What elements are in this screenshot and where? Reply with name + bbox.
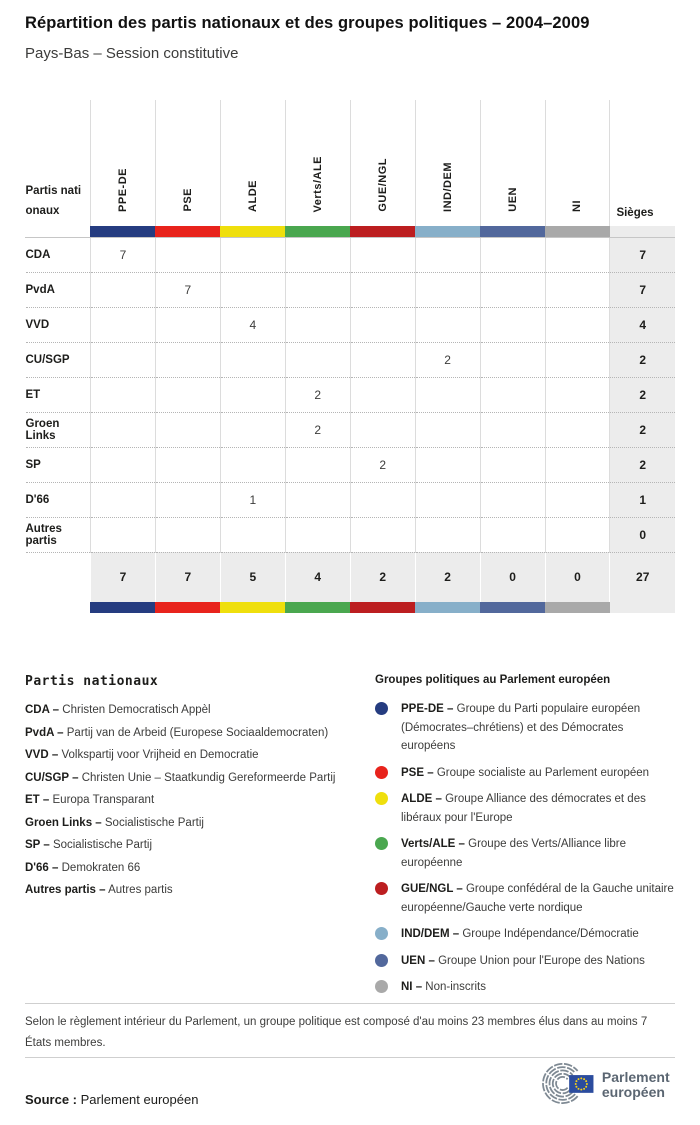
seat-count-cell [545,412,610,447]
seat-count-cell [220,272,285,307]
party-legend-name: Europa Transparant [52,794,155,806]
seat-count-cell [155,377,220,412]
group-color-bar [415,226,480,237]
group-legend-item [375,835,675,872]
seat-count-cell [415,412,480,447]
eu-star [575,1086,577,1088]
bar-row-seats-spacer [610,226,675,237]
party-legend-abbr: ET – [25,794,50,806]
eu-star [578,1088,580,1090]
group-color-bar [350,226,415,237]
color-bar-row-bottom [26,602,676,613]
group-color-bar [350,602,415,613]
seats-header-label: Sièges [616,207,654,219]
source-label: Source : [25,1092,78,1107]
seat-count-cell [415,517,480,552]
eu-star [580,1089,582,1091]
group-legend-desc: Non-inscrits [425,981,487,993]
party-legend-name: Volkspartij voor Vrijheid en Democratie [61,749,259,761]
group-legend-abbr: GUE/NGL – [401,883,463,895]
bar-row-spacer [26,226,91,237]
party-legend-abbr: Groen Links – [25,816,102,829]
table-row [26,342,676,377]
group-color-bar [90,602,155,613]
group-legend-abbr: Verts/ALE – [401,838,465,850]
group-column-label: GUE/NGL [376,158,389,212]
page-subtitle: Pays-Bas – Session constitutive [25,45,239,62]
seat-count-cell [350,377,415,412]
logo-text-line2: européen [601,1084,665,1101]
seat-count-cell [285,482,350,517]
seat-count-cell: 7 [155,272,220,307]
group-legend-abbr: PSE – [401,766,434,779]
legend-section [25,674,675,1005]
seat-count-cell: 7 [90,237,155,272]
national-parties-legend-heading: Partis nationaux [25,674,159,689]
party-legend-abbr: SP – [25,839,50,851]
seat-count-cell [480,447,545,482]
seat-count-cell [285,447,350,482]
seat-count-cell [90,272,155,307]
group-legend-text [401,790,675,827]
source-line [25,1092,198,1107]
european-parliament-logo [525,1062,675,1110]
group-column-label: UEN [506,187,519,212]
group-color-bar [220,226,285,237]
row-axis-label: Partis nationaux [25,185,82,217]
seat-count-cell [350,412,415,447]
group-column-header [155,100,220,226]
group-legend-text [401,880,675,917]
group-legend-text [401,925,639,944]
group-color-dot [375,837,388,850]
party-seats-cell: 0 [610,517,675,552]
party-legend-abbr: CU/SGP – [25,771,79,784]
group-column-header [545,100,610,226]
party-name-cell: D'66 [26,482,91,517]
seat-count-cell [350,237,415,272]
seat-count-cell [545,272,610,307]
seat-count-cell [350,342,415,377]
group-legend-text [401,764,649,783]
seat-count-cell [90,412,155,447]
group-column-label: PPE-DE [116,168,129,212]
group-column-label: NI [571,200,584,212]
seat-count-cell [350,482,415,517]
bar-row-seats-spacer [610,602,675,613]
group-color-dot [375,882,388,895]
party-legend-item [25,837,359,855]
group-color-bar [90,226,155,237]
group-legend-abbr: UEN – [401,954,435,967]
table-row [26,237,676,272]
seat-count-cell [285,342,350,377]
seat-count-cell [220,377,285,412]
seat-count-cell [480,237,545,272]
group-total-cell: 2 [415,552,480,602]
political-groups-legend-heading: Groupes politiques au Parlement européen [375,674,611,686]
group-legend-abbr: IND/DEM – [401,928,460,940]
group-column-label: ALDE [246,180,259,212]
eu-star [575,1080,577,1082]
group-legend-desc: Groupe socialiste au Parlement européen [436,766,650,779]
seat-count-cell [545,307,610,342]
seat-count-cell [285,237,350,272]
seat-count-cell [220,412,285,447]
table-row [26,447,676,482]
seat-count-cell [155,412,220,447]
eu-star [580,1077,582,1079]
party-name-cell: VVD [26,307,91,342]
party-legend-name: Christen Unie – Staatkundig Gereformeerde Partij [81,771,336,784]
seat-count-cell: 2 [285,412,350,447]
footnote: Selon le règlement intérieur du Parlement, un groupe politique est composé d'au moins 23 membres élus dans au moins 7 États membres. [25,1016,648,1049]
group-total-cell: 0 [545,552,610,602]
group-legend-item [375,978,675,997]
table-row [26,307,676,342]
group-color-bar [545,602,610,613]
seat-count-cell [90,307,155,342]
party-seats-cell: 2 [610,447,675,482]
party-legend-abbr: PvdA – [25,726,64,739]
party-legend-item [25,770,359,788]
seat-count-cell [480,307,545,342]
party-seats-cell: 2 [610,342,675,377]
seat-count-cell [90,517,155,552]
eu-star [585,1086,587,1088]
seat-count-cell [480,517,545,552]
group-legend-text [401,978,486,997]
group-total-cell: 7 [90,552,155,602]
party-legend-item [25,702,359,720]
seat-count-cell [415,272,480,307]
seat-count-cell [480,377,545,412]
seat-count-cell [155,447,220,482]
group-total-cell: 2 [350,552,415,602]
group-legend-desc: Groupe Alliance des démocrates et des libéraux pour l'Europe [401,793,646,824]
group-color-bar [545,226,610,237]
group-column-label: Verts/ALE [311,155,324,212]
table-row [26,272,676,307]
group-color-bar [155,602,220,613]
table-total-row [26,552,676,602]
eu-star [583,1088,585,1090]
seat-count-cell [480,412,545,447]
party-seats-cell: 2 [610,412,675,447]
group-legend-item [375,790,675,827]
divider-top [25,1003,675,1004]
party-seats-cell: 7 [610,237,675,272]
seat-count-cell [480,272,545,307]
parliament-hemicycle-icon [525,1062,675,1105]
party-legend-abbr: Autres partis – [25,884,106,896]
party-name-cell: Autres partis [26,517,91,552]
seat-count-cell [545,237,610,272]
group-column-header [415,100,480,226]
seat-count-cell [415,307,480,342]
grand-total-cell: 27 [610,552,675,602]
seat-count-cell [545,447,610,482]
seat-count-cell: 2 [350,447,415,482]
group-color-dot [375,954,388,967]
group-column-header [90,100,155,226]
party-name-cell: Groen Links [26,412,91,447]
group-legend-text [401,700,675,756]
group-legend-text [401,952,645,971]
group-legend-abbr: NI – [401,981,423,993]
seat-count-cell: 4 [220,307,285,342]
table-row [26,377,676,412]
table-row [26,517,676,552]
group-color-bar [220,602,285,613]
group-legend-desc: Groupe du Parti populaire européen (Démocrates–chrétiens) et des Démocrates européens [401,703,641,752]
bar-row-spacer [26,602,91,613]
table-row [26,412,676,447]
seat-count-cell [155,517,220,552]
seat-count-cell [220,447,285,482]
group-legend-desc: Groupe confédéral de la Gauche unitaire européenne/Gauche verte nordique [401,883,674,914]
seat-count-cell [285,307,350,342]
seats-column-header [610,100,675,226]
party-name-cell: CU/SGP [26,342,91,377]
party-legend-name: Socialistische Partij [104,816,204,829]
seat-count-cell [155,482,220,517]
party-name-cell: PvdA [26,272,91,307]
color-bar-row-top [26,226,676,237]
seat-count-cell [155,237,220,272]
group-column-header [350,100,415,226]
party-legend-name: Demokraten 66 [61,861,141,874]
national-parties-legend [25,674,359,1005]
eu-star [583,1078,585,1080]
seat-count-cell [415,237,480,272]
party-legend-name: Christen Democratisch Appèl [62,704,211,716]
seat-count-cell: 2 [415,342,480,377]
logo-text-line1: Parlement [601,1069,670,1086]
party-seats-cell: 2 [610,377,675,412]
seat-count-cell [415,377,480,412]
group-legend-item [375,700,675,756]
eu-star [578,1078,580,1080]
seat-count-cell [285,272,350,307]
party-legend-item [25,792,359,810]
seat-count-cell [350,272,415,307]
party-seats-cell: 4 [610,307,675,342]
seat-count-cell [545,342,610,377]
group-color-bar [155,226,220,237]
divider-bottom [25,1057,675,1058]
seat-count-cell [155,307,220,342]
group-legend-item [375,880,675,917]
group-column-header [220,100,285,226]
group-total-cell: 4 [285,552,350,602]
seats-table-container [25,100,675,613]
group-legend-item [375,764,675,783]
seat-count-cell [415,447,480,482]
seat-count-cell [90,482,155,517]
group-color-bar [285,226,350,237]
group-legend-item [375,952,675,971]
group-color-bar [480,226,545,237]
party-seats-cell: 1 [610,482,675,517]
seat-count-cell [90,447,155,482]
seat-count-cell [90,377,155,412]
group-total-cell: 0 [480,552,545,602]
seat-count-cell [350,517,415,552]
group-color-bar [285,602,350,613]
seat-count-cell: 1 [220,482,285,517]
national-parties-legend-items [25,702,359,900]
group-legend-desc: Groupe Indépendance/Démocratie [462,928,639,940]
group-legend-abbr: PPE-DE – [401,703,454,715]
party-legend-item [25,882,359,900]
party-name-cell: SP [26,447,91,482]
seat-count-cell [90,342,155,377]
party-legend-abbr: VVD – [25,749,59,761]
group-legend-text [401,835,675,872]
table-header-row [26,100,676,226]
party-legend-abbr: D'66 – [25,861,59,874]
group-color-bar [415,602,480,613]
total-row-spacer [26,552,91,602]
eu-star [585,1080,587,1082]
group-color-dot [375,702,388,715]
group-color-dot [375,792,388,805]
party-legend-item [25,860,359,878]
page-title: Répartition des partis nationaux et des groupes politiques – 2004–2009 [25,14,590,32]
seat-count-cell [415,482,480,517]
group-total-cell: 5 [220,552,285,602]
source-text: Parlement européen [80,1092,199,1107]
seat-count-cell: 2 [285,377,350,412]
group-color-dot [375,766,388,779]
seat-count-cell [545,482,610,517]
party-legend-name: Autres partis [108,884,173,896]
group-legend-desc: Groupe Union pour l'Europe des Nations [438,954,645,967]
group-column-label: IND/DEM [441,162,454,212]
eu-star [586,1083,588,1085]
seat-count-cell [220,237,285,272]
party-legend-item [25,815,359,833]
party-legend-item [25,725,359,743]
group-legend-item [375,925,675,944]
seat-count-cell [480,482,545,517]
seat-count-cell [545,517,610,552]
party-legend-name: Partij van de Arbeid (Europese Sociaaldemocraten) [66,726,329,739]
political-groups-legend [375,674,675,1005]
party-legend-name: Socialistische Partij [52,839,153,851]
seat-count-cell [480,342,545,377]
group-color-dot [375,927,388,940]
group-total-cell: 7 [155,552,220,602]
seat-count-cell [155,342,220,377]
group-legend-abbr: ALDE – [401,793,442,805]
group-column-header [480,100,545,226]
political-groups-legend-items [375,700,675,997]
group-legend-desc: Groupe des Verts/Alliance libre européenne [401,838,627,869]
table-row [26,482,676,517]
party-seats-cell: 7 [610,272,675,307]
corner-header-cell [26,100,91,226]
party-legend-item [25,747,359,765]
group-column-label: PSE [181,188,194,212]
seat-count-cell [285,517,350,552]
seats-table [25,100,675,613]
seat-count-cell [545,377,610,412]
party-name-cell: CDA [25,248,51,261]
group-color-dot [375,980,388,993]
seat-count-cell [220,517,285,552]
group-color-bar [480,602,545,613]
party-legend-abbr: CDA – [25,704,60,716]
seat-count-cell [350,307,415,342]
group-column-header [285,100,350,226]
seat-count-cell [220,342,285,377]
party-name-cell: ET [26,377,91,412]
eu-star [575,1083,577,1085]
